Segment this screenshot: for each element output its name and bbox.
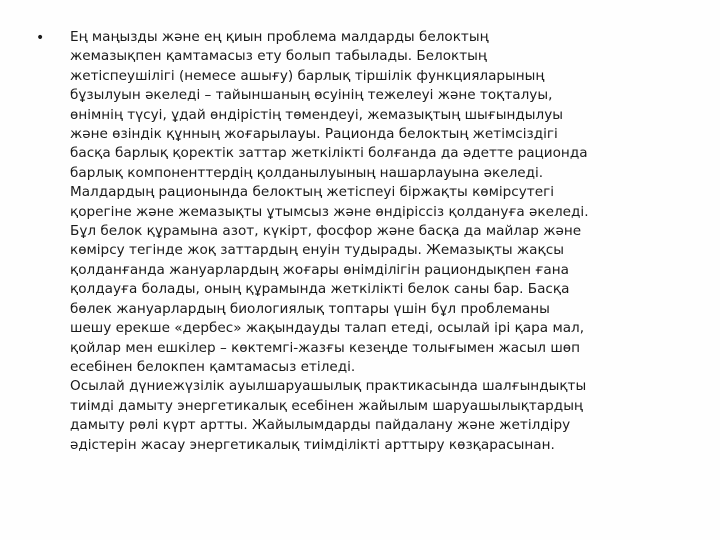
bullet-point-icon: •	[36, 30, 45, 46]
text-line: Малдардың рационында белоктың жетіспеуі біржақты көмірсутегі	[70, 184, 555, 201]
text-line: әдістерін жасау энергетикалық тиімділікті арттыру көзқарасынан.	[70, 436, 555, 453]
text-line: қолданғанда жануарлардың жоғары өнімділігін рациондықпен ғана	[70, 261, 569, 278]
text-line: көмірсу тегінде жоқ заттардың енуін тудырады. Жемазықты жақсы	[70, 242, 564, 259]
text-line: қойлар мен ешкілер – көктемгі-жазғы кезеңде толығымен жасыл шөп	[70, 339, 580, 356]
body-text	[70, 28, 706, 455]
text-line: Ең маңызды және ең қиын проблема малдарды белоктың	[70, 29, 489, 45]
text-line: және өзіндік құнның жоғарылауы. Рационда белоктың жетімсіздігі	[70, 126, 558, 143]
text-line: жемазықпен қамтамасыз ету болып табылады. Белоктың	[70, 48, 487, 65]
text-line: қорегіне және жемазықты ұтымсыз және өндіріссіз қолдануға әкеледі.	[70, 203, 589, 220]
text-line: есебінен белокпен қамтамасыз етіледі.	[70, 358, 356, 375]
text-line: Бұл белок құрамына азот, күкірт, фосфор және басқа да майлар және	[70, 223, 582, 240]
text-line: бөлек жануарлардың биологиялық топтары үшін бұл проблеманы	[70, 300, 550, 317]
text-line: тиімді дамыту энергетикалық есебінен жайылым шаруашылықтардың	[70, 397, 583, 414]
text-line: шешу ерекше «дербес» жақындауды талап етеді, осылай ірі қара мал,	[70, 320, 585, 337]
text-line: дамыту рөлі күрт артты. Жайылымдарды пайдалану және жетілдіру	[70, 417, 571, 434]
text-line: қолдауға болады, оның құрамында жеткілікті белок саны бар. Басқа	[70, 281, 570, 298]
text-line: бұзылуын әкеледі – тайыншаның өсуінің тежелеуі және тоқталуы,	[70, 87, 553, 104]
text-line: Осылай дүниежүзілік ауылшаруашылық практикасында шалғындықты	[70, 378, 587, 395]
text-line: өнімнің түсуі, ұдай өндірістің төмендеуі, жемазықтың шығындылуы	[70, 106, 563, 123]
text-line: жетіспеушілігі (немесе ашығу) барлық тіршілік функцияларының	[70, 67, 545, 84]
text-line: барлық компоненттердің қолданылуының нашарлауына әкеледі.	[70, 164, 544, 181]
text-line: басқа барлық қоректік заттар жеткілікті болғанда да әдетте рационда	[70, 145, 588, 162]
